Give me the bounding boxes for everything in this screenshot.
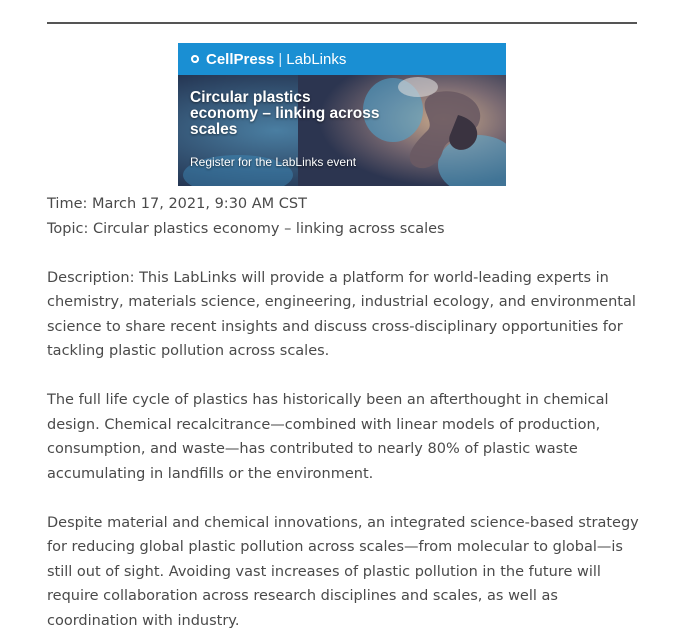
description-paragraph: Description: This LabLinks will provide a platform for world-leading experts in chemistry, materials science, engineering, industrial ecology, and environmental science to share recent insights and discuss cross-disciplinary opportunities for tackling plastic pollution across scales. (47, 266, 647, 364)
body-paragraph-3: Despite material and chemical innovations, an integrated science-based strategy for reducing global plastic pollution across scales—from molecular to global—is still out of sight. Avoiding vast increases of plastic pollution in the future will require collaboration across research disciplines and scales, as well as coordination with industry. (47, 511, 647, 633)
brand-subname: LabLinks (286, 51, 346, 68)
banner-header (178, 43, 506, 75)
banner-title: Circular plastics economy – linking across scales (190, 90, 380, 138)
event-banner[interactable] (178, 43, 506, 186)
brand-name: CellPress (206, 51, 274, 68)
brand-separator: | (278, 51, 282, 68)
body-paragraph-2: The full life cycle of plastics has historically been an afterthought in chemical design. Chemical recalcitrance—combined with linear models of production, consumption, and waste—has contributed to nearly 80% of plastic waste accumulating in landfills or the environment. (47, 388, 647, 486)
register-link[interactable]: Register for the LabLinks event (190, 155, 356, 169)
event-topic: Topic: Circular plastics economy – linking across scales (47, 217, 647, 242)
top-divider (47, 22, 637, 24)
event-time: Time: March 17, 2021, 9:30 AM CST (47, 192, 647, 217)
cellpress-logo-icon (188, 52, 202, 66)
event-details (47, 192, 647, 633)
